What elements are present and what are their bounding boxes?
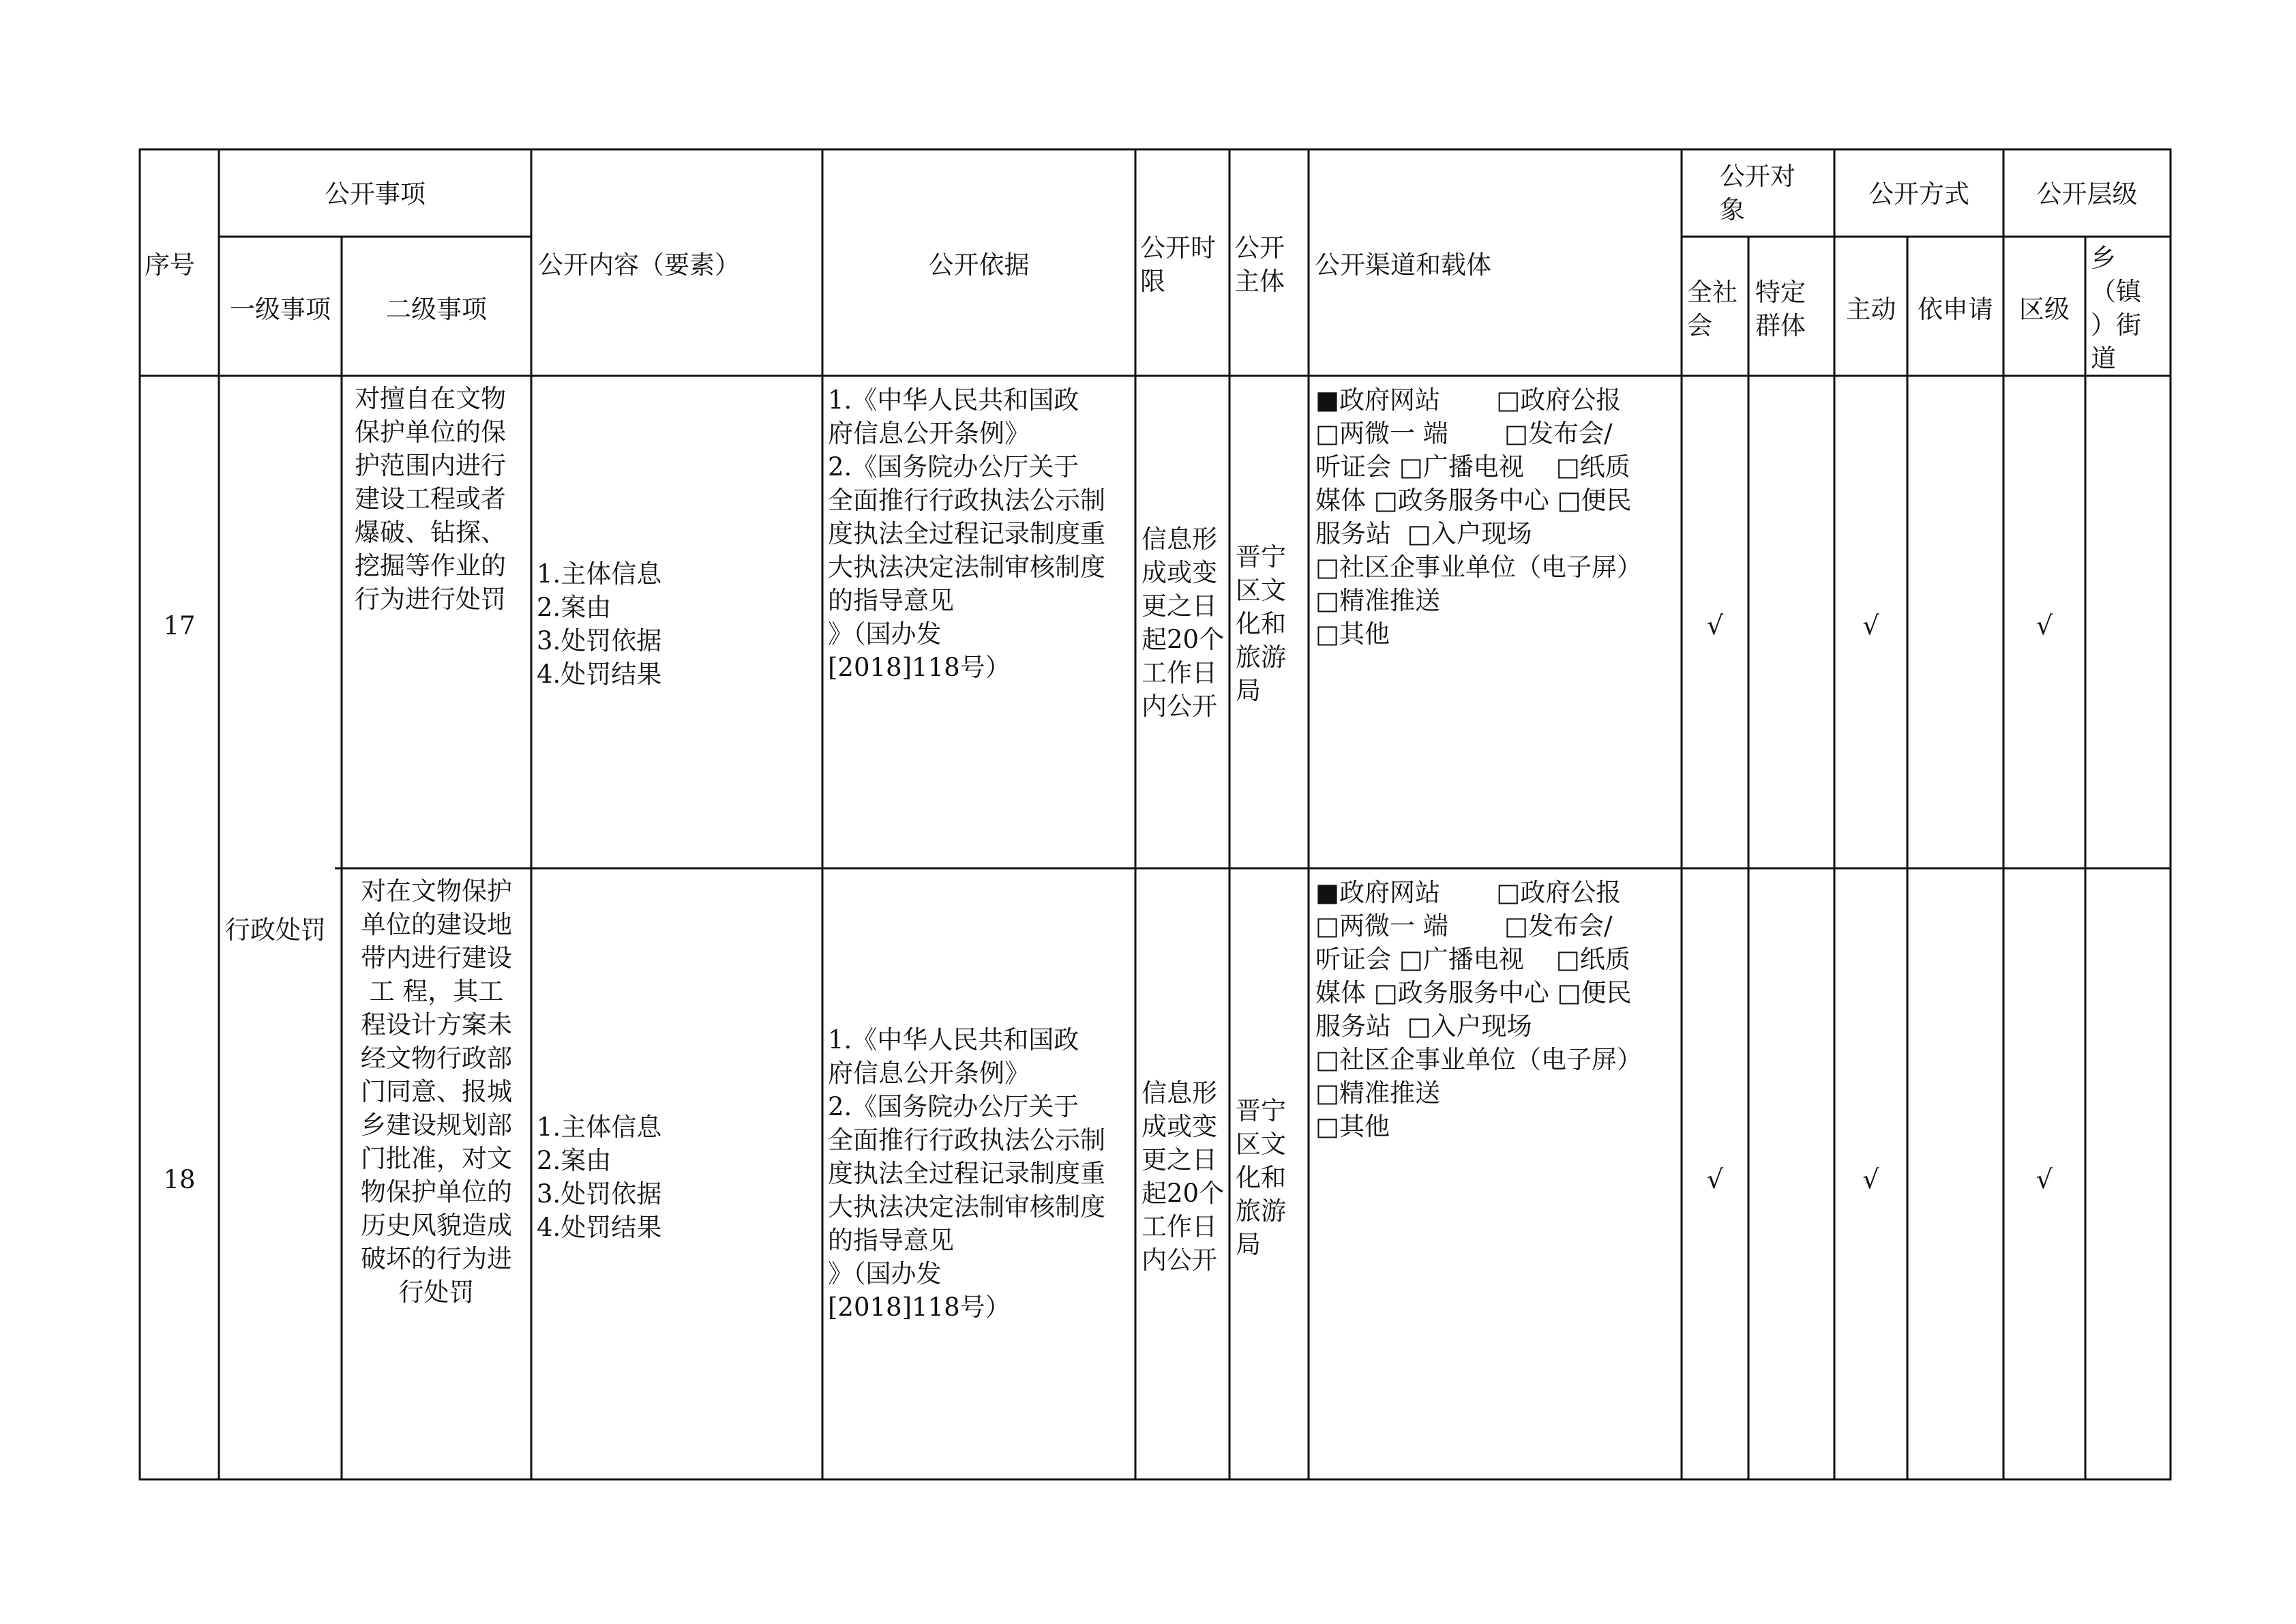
header-gongkai-cengji: 公开层级 bbox=[2036, 179, 2138, 209]
content-list: 1.主体信息 2.案由 3.处罚依据 4.处罚结果 bbox=[537, 1112, 662, 1242]
item-name: 对擅自在文物 保护单位的保 护范围内进行 建设工程或者 爆破、钻探、 挖掘等作业的 行为进行处罚 bbox=[355, 384, 506, 614]
check-active: √ bbox=[1862, 610, 1879, 640]
header-gongkai-qudao: 公开渠道和载体 bbox=[1315, 250, 1491, 280]
header-zhudong: 主动 bbox=[1845, 295, 1896, 324]
header-gongkai-zhuti: 公开 主体 bbox=[1234, 233, 1285, 296]
header-gongkai-fangshi: 公开方式 bbox=[1868, 179, 1969, 209]
category-cell: 行政处罚 bbox=[225, 915, 326, 945]
channels-text: ■政府网站 □政府公报 □两微一 端 □发布会/ 听证会 □广播电视 □纸质 媒体 □政务服务中心 □便民 服务站 □入户现场 □社区企事业单位（电子屏） □精准推送 □其他 bbox=[1315, 385, 1642, 649]
basis-text: 1.《中华人民共和国政 府信息公开条例》 2.《国务院办公厅关于 全面推行行政执法公示制 度执法全过程记录制度重 大执法决定法制审核制度 的指导意见 》（国办发 [2018]118号） bbox=[828, 385, 1105, 682]
item-name: 对在文物保护 单位的建设地 带内进行建设 工 程，其工 程设计方案未 经文物行政部 门同意、报城 乡建设规划部 门批准，对文 物保护单位的 历史风貌造成 破坏的行为进 行处罚 bbox=[361, 876, 512, 1307]
header-yishenqing: 依申请 bbox=[1918, 295, 1993, 324]
header-gongkai-shixian: 公开时 限 bbox=[1140, 233, 1216, 296]
header-gongkai-shixiang: 公开事项 bbox=[325, 179, 426, 209]
subject-text: 晋宁 区文 化和 旅游 局 bbox=[1236, 542, 1286, 705]
check-all-society: √ bbox=[1706, 1164, 1724, 1194]
header-yiji-shixiang: 一级事项 bbox=[230, 295, 331, 324]
header-quji: 区级 bbox=[2019, 295, 2070, 324]
header-erji-shixiang: 二级事项 bbox=[386, 295, 487, 324]
header-teding-qunti: 特定 群体 bbox=[1755, 278, 1806, 340]
check-district: √ bbox=[2036, 1164, 2053, 1194]
header-xiangzhen-jiedao: 乡 （镇 ）街 道 bbox=[2091, 243, 2141, 373]
header-gongkai-neirong: 公开内容（要素） bbox=[538, 250, 740, 280]
check-active: √ bbox=[1862, 1164, 1879, 1194]
header-xuhao: 序号 bbox=[145, 250, 195, 280]
subject-text: 晋宁 区文 化和 旅游 局 bbox=[1236, 1096, 1286, 1259]
row-number: 18 bbox=[163, 1165, 196, 1194]
check-all-society: √ bbox=[1706, 610, 1724, 640]
header-gongkai-yiju: 公开依据 bbox=[928, 250, 1030, 280]
time-limit: 信息形 成或变 更之日 起20个 工作日 内公开 bbox=[1142, 1078, 1225, 1275]
row-number: 17 bbox=[163, 611, 196, 640]
time-limit: 信息形 成或变 更之日 起20个 工作日 内公开 bbox=[1142, 525, 1225, 721]
basis-text: 1.《中华人民共和国政 府信息公开条例》 2.《国务院办公厅关于 全面推行行政执法公示制 度执法全过程记录制度重 大执法决定法制审核制度 的指导意见 》（国办发 [2018]118号） bbox=[828, 1025, 1105, 1322]
header-quan-shehui: 全社 会 bbox=[1687, 278, 1738, 340]
header-gongkai-duixiang: 公开对 象 bbox=[1720, 162, 1795, 224]
check-district: √ bbox=[2036, 610, 2053, 640]
content-list: 1.主体信息 2.案由 3.处罚依据 4.处罚结果 bbox=[537, 559, 662, 689]
channels-text: ■政府网站 □政府公报 □两微一 端 □发布会/ 听证会 □广播电视 □纸质 媒体 □政务服务中心 □便民 服务站 □入户现场 □社区企事业单位（电子屏） □精准推送 □其他 bbox=[1315, 878, 1642, 1141]
